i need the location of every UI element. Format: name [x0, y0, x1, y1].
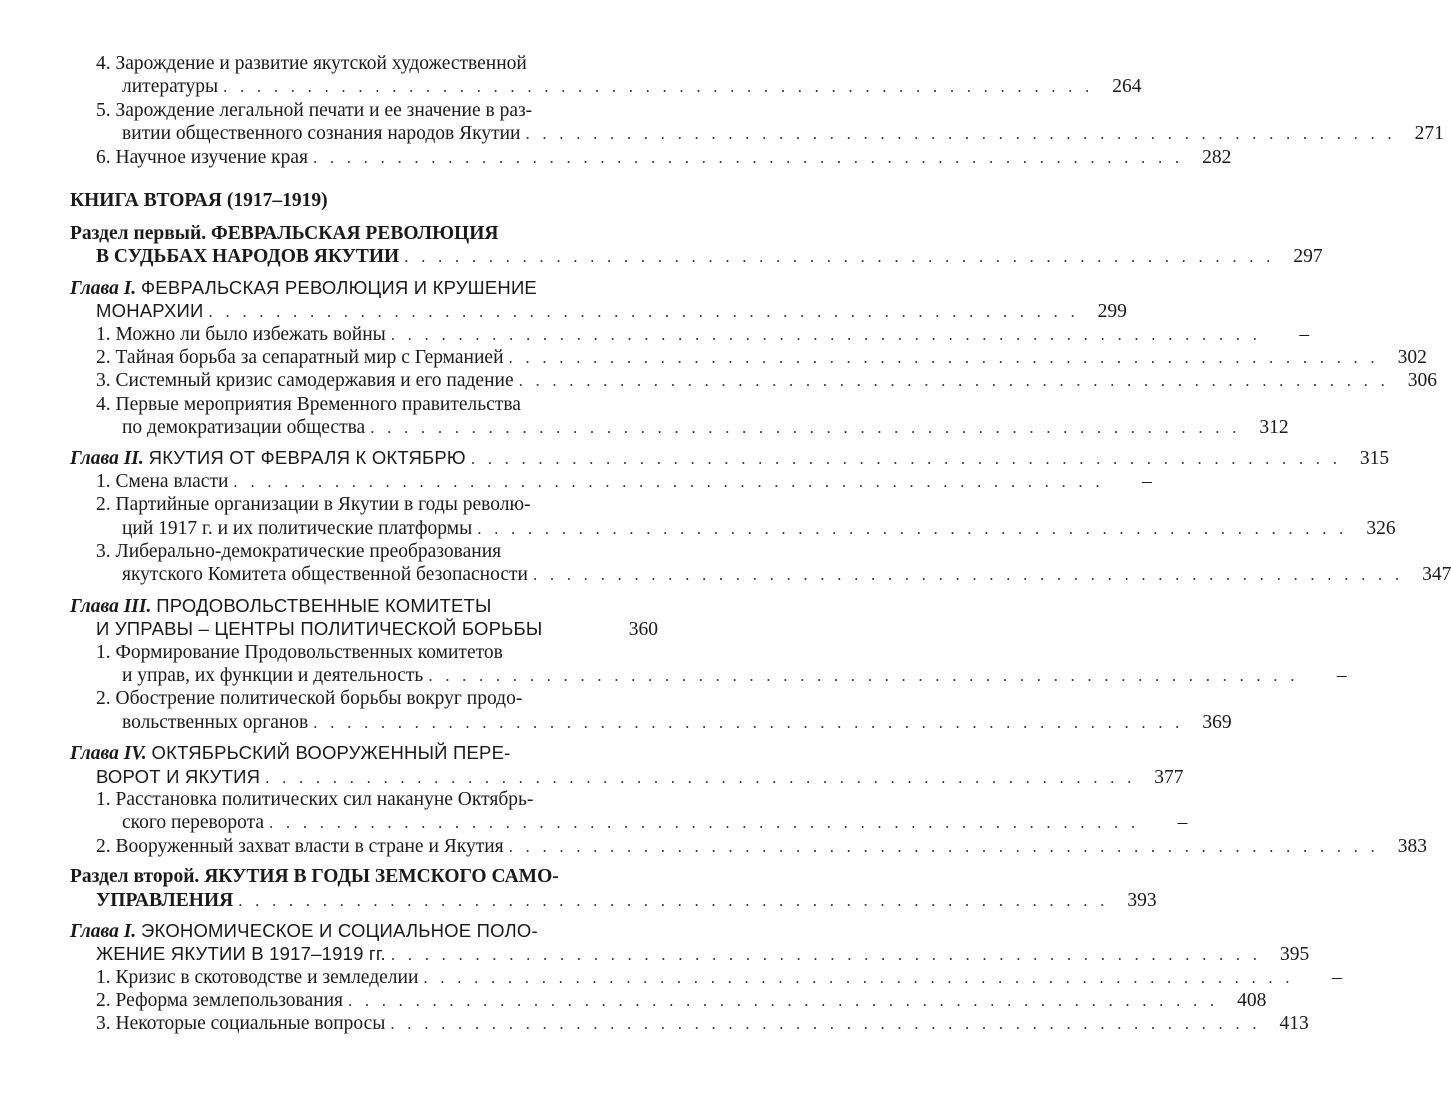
page-number: 282: [1202, 146, 1232, 168]
section-heading[interactable]: [70, 222, 658, 245]
chapter-title: ФЕВРАЛЬСКАЯ РЕВОЛЮЦИЯ И КРУШЕНИЕ: [141, 276, 537, 298]
page-number: 413: [1279, 1013, 1309, 1035]
dot-leader: . . . . . . . . . . . . . . . . . . . . . . . . . . . . . . . . . . . . . . . . . . . . . . . . . . . .: [238, 890, 1109, 910]
toc-entry-line[interactable]: [96, 540, 658, 563]
toc-entry-line[interactable]: [96, 75, 1142, 98]
page-number: 264: [1112, 76, 1142, 98]
chapter-heading[interactable]: [70, 919, 658, 942]
page-number: 393: [1127, 889, 1157, 911]
toc-entry-line[interactable]: [96, 99, 658, 122]
toc-entry-line[interactable]: [96, 711, 1232, 734]
entry-text: 2. Вооруженный захват власти в стране и Якутия: [96, 835, 504, 857]
entry-text: 4. Зарождение и развитие якутской художественной: [96, 53, 527, 74]
toc-entry-line[interactable]: [96, 52, 658, 75]
page-number: 299: [1097, 301, 1127, 323]
chapter-title: ЭКОНОМИЧЕСКОЕ И СОЦИАЛЬНОЕ ПОЛО-: [141, 919, 538, 941]
dot-leader: . . . . . . . . . . . . . . . . . . . . . . . . . . . . . . . . . . . . . . . . . . . . . . . . . . . .: [269, 813, 1140, 833]
dot-leader: . . . . . . . . . . . . . . . . . . . . . . . . . . . . . . . . . . . . . . . . . . . . . . . . . . . .: [208, 302, 1079, 322]
toc-entry-line[interactable]: [96, 687, 658, 710]
page-number: 408: [1237, 990, 1267, 1012]
entry-text: 2. Партийные организации в Якутии в годы револю-: [96, 494, 531, 516]
entry-text: якутского Комитета общественной безопасности: [122, 564, 528, 586]
dot-leader: . . . . . . . . . . . . . . . . . . . . . . . . . . . . . . . . . . . . . . . . . . . . . . . . . . . .: [508, 347, 1379, 367]
chapter-title: МОНАРХИИ: [96, 300, 204, 322]
toc-entry-line[interactable]: [96, 664, 1347, 687]
page-number: 360: [628, 619, 658, 641]
chapter-heading[interactable]: [70, 446, 1390, 470]
page-number: 315: [1359, 448, 1390, 470]
page-number: 312: [1259, 417, 1289, 439]
toc-entry-line[interactable]: [96, 493, 658, 516]
toc-entry-line[interactable]: [96, 122, 1444, 145]
page-number: 271: [1414, 123, 1444, 145]
dot-leader: . . . . . . . . . . . . . . . . . . . . . . . . . . . . . . . . . . . . . . . . . . . . . . . . . . . .: [390, 1014, 1261, 1034]
section-heading[interactable]: [70, 865, 658, 888]
dot-leader: . . . . . . . . . . . . . . . . . . . . . . . . . . . . . . . . . . . . . . . . . . . . . . . . . . . .: [312, 147, 1184, 167]
chapter-title: ПРОДОВОЛЬСТВЕННЫЕ КОМИТЕТЫ: [156, 594, 492, 616]
page-number: 306: [1407, 370, 1437, 392]
dot-leader: . . . . . . . . . . . . . . . . . . . . . . . . . . . . . . . . . . . . . . . . . . . . . . . . . . . .: [233, 471, 1104, 491]
dot-leader: . . . . . . . . . . . . . . . . . . . . . . . . . . . . . . . . . . . . . . . . . . . . . . . . . . . .: [470, 449, 1342, 469]
entry-text: 3. Некоторые социальные вопросы: [96, 1013, 386, 1035]
entry-text: вольственных органов: [122, 711, 309, 733]
dot-leader: . . . . . . . . . . . . . . . . . . . . . . . . . . . . . . . . . . . . . . . . . . . . . . . . . . . .: [508, 836, 1379, 856]
entry-text: литературы: [122, 76, 219, 98]
section-heading-cont[interactable]: [96, 889, 1157, 912]
chapter-heading-cont[interactable]: [96, 617, 658, 640]
toc-entry-line[interactable]: [96, 517, 1396, 540]
entry-text: 1. Кризис в скотоводстве и земледелии: [96, 966, 419, 988]
dot-leader: . . . . . . . . . . . . . . . . . . . . . . . . . . . . . . . . . . . . . . . . . . . . . . . . . . . .: [265, 767, 1136, 787]
entry-text: по демократизации общества: [122, 417, 366, 439]
entry-text: 2. Тайная борьба за сепаратный мир с Германией: [96, 346, 504, 368]
entry-text: витии общественного сознания народов Якутии: [122, 123, 521, 145]
toc-entry-line[interactable]: [96, 1012, 1309, 1035]
entry-text: 3. Системный кризис самодержавия и его падение: [96, 370, 514, 392]
section-title: В СУДЬБАХ НАРОДОВ ЯКУТИИ: [96, 246, 400, 268]
separator: [96, 439, 658, 446]
section-label: Раздел второй.: [70, 866, 200, 888]
section-title: ФЕВРАЛЬСКАЯ РЕВОЛЮЦИЯ: [210, 222, 499, 244]
dot-leader: . . . . . . . . . . . . . . . . . . . . . . . . . . . . . . . . . . . . . . . . . . . . . . . . . . . .: [404, 247, 1275, 267]
dot-leader: . . . . . . . . . . . . . . . . . . . . . . . . . . . . . . . . . . . . . . . . . . . . . . . . . . . .: [428, 665, 1299, 685]
toc-entry-line[interactable]: [96, 811, 1188, 834]
dot-leader: . . . . . . . . . . . . . . . . . . . . . . . . . . . . . . . . . . . . . . . . . . . . . . . . . . . .: [370, 418, 1241, 438]
page-number: 326: [1366, 517, 1396, 539]
dot-leader: . . . . . . . . . . . . . . . . . . . . . . . . . . . . . . . . . . . . . . . . . . . . . . . . . . . .: [223, 77, 1094, 97]
page-number: –: [1142, 470, 1152, 492]
page-number: 377: [1154, 766, 1184, 788]
chapter-title: ОКТЯБРЬСКИЙ ВООРУЖЕННЫЙ ПЕРЕ-: [151, 742, 511, 764]
entry-text: ций 1917 г. и их политические платформы: [122, 517, 473, 539]
toc-entry-line[interactable]: [96, 989, 1267, 1012]
dot-leader: . . . . . . . . . . . . . . . . . . . . . . . . . . . . . . . . . . . . . . . . . . . . . . . . . . . .: [390, 945, 1262, 965]
toc-entry-line[interactable]: [96, 416, 1289, 439]
section-heading-cont[interactable]: [96, 245, 1323, 268]
spacer: [96, 213, 658, 222]
entry-text: 1. Формирование Продовольственных комитетов: [96, 641, 503, 663]
entry-text: 1. Расстановка политических сил накануне Октябрь-: [96, 788, 534, 810]
entry-text: 2. Реформа землепользования: [96, 990, 343, 1012]
dot-leader: . . . . . . . . . . . . . . . . . . . . . . . . . . . . . . . . . . . . . . . . . . . . . . . . . . . .: [423, 967, 1294, 987]
toc-entry-line[interactable]: [96, 966, 1342, 989]
separator: [96, 587, 658, 594]
separator: [96, 1036, 658, 1043]
page-number: 347: [1422, 564, 1451, 586]
toc-entry-line[interactable]: [96, 788, 658, 811]
page-number: –: [1177, 812, 1188, 834]
section-label: Раздел первый.: [70, 222, 207, 244]
chapter-label: Глава I.: [70, 920, 137, 942]
page-number: –: [1336, 664, 1347, 686]
entry-text: 5. Зарождение легальной печати и ее значение в раз-: [96, 99, 533, 121]
entry-text: 2. Обострение политической борьбы вокруг продо-: [96, 688, 523, 710]
separator: [96, 912, 658, 919]
chapter-title: ЯКУТИЯ ОТ ФЕВРАЛЯ К ОКТЯБРЮ: [148, 447, 466, 469]
page-number: 395: [1280, 944, 1310, 966]
page-number: 302: [1397, 346, 1427, 368]
dot-leader: . . . . . . . . . . . . . . . . . . . . . . . . . . . . . . . . . . . . . . . . . . . . . . . . . . . .: [347, 991, 1219, 1011]
chapter-heading-cont[interactable]: [96, 765, 1184, 788]
chapter-heading-cont[interactable]: [96, 299, 1127, 323]
table-of-contents: [70, 52, 1451, 1043]
chapter-label: Глава II.: [70, 448, 144, 470]
toc-entry-line[interactable]: [96, 641, 658, 664]
toc-entry-line[interactable]: [96, 146, 1232, 169]
toc-entry-line[interactable]: [96, 470, 1152, 493]
separator: [96, 734, 658, 741]
chapter-title: ЖЕНИЕ ЯКУТИИ В 1917–1919 гг.: [96, 943, 386, 965]
page-number: 383: [1397, 835, 1427, 857]
toc-entry-line[interactable]: [96, 323, 1310, 346]
separator: [96, 858, 658, 865]
entry-text: ского переворота: [122, 812, 265, 834]
dot-leader: . . . . . . . . . . . . . . . . . . . . . . . . . . . . . . . . . . . . . . . . . . . . . . . . . . . .: [390, 324, 1262, 344]
dot-leader: . . . . . . . . . . . . . . . . . . . . . . . . . . . . . . . . . . . . . . . . . . . . . . . . . . . .: [477, 518, 1348, 538]
section-title: ЯКУТИЯ В ГОДЫ ЗЕМСКОГО САМО-: [204, 866, 559, 888]
chapter-title: ВОРОТ И ЯКУТИЯ: [96, 765, 261, 787]
chapter-label: Глава IV.: [70, 743, 147, 765]
toc-entry-line[interactable]: [96, 369, 1437, 392]
entry-text: и управ, их функции и деятельность: [122, 664, 424, 686]
dot-leader: . . . . . . . . . . . . . . . . . . . . . . . . . . . . . . . . . . . . . . . . . . . . . . . . . . . .: [532, 565, 1404, 585]
dot-leader: . . . . . . . . . . . . . . . . . . . . . . . . . . . . . . . . . . . . . . . . . . . . . . . . . . . .: [313, 712, 1184, 732]
chapter-heading[interactable]: [70, 741, 658, 764]
separator: [96, 269, 658, 276]
toc-entry-line[interactable]: [96, 346, 1427, 369]
entry-text: 1. Смена власти: [96, 470, 229, 492]
toc-entry-line[interactable]: [96, 393, 658, 416]
chapter-heading[interactable]: [70, 594, 658, 617]
toc-entry-line[interactable]: [96, 835, 1427, 858]
chapter-label: Глава III.: [70, 595, 152, 617]
toc-entry-line[interactable]: [96, 563, 1451, 586]
entry-text: 3. Либерально-демократические преобразования: [96, 541, 502, 563]
page-number: 369: [1202, 711, 1232, 733]
chapter-label: Глава I.: [70, 277, 137, 299]
chapter-heading[interactable]: [70, 276, 658, 299]
entry-text: 6. Научное изучение края: [96, 146, 308, 168]
chapter-title: И УПРАВЫ – ЦЕНТРЫ ПОЛИТИЧЕСКОЙ БОРЬБЫ: [96, 618, 543, 640]
page-number: 297: [1293, 246, 1323, 268]
section-title: УПРАВЛЕНИЯ: [96, 889, 234, 911]
dot-leader: . . . . . . . . . . . . . . . . . . . . . . . . . . . . . . . . . . . . . . . . . . . . . . . . . . . .: [518, 371, 1389, 391]
book-title: КНИГА ВТОРАЯ (1917–1919): [70, 189, 328, 211]
page-number: –: [1299, 323, 1310, 345]
chapter-heading-cont[interactable]: [96, 942, 1310, 966]
entry-text: 1. Можно ли было избежать войны: [96, 323, 386, 345]
dot-leader: . . . . . . . . . . . . . . . . . . . . . . . . . . . . . . . . . . . . . . . . . . . . . . . . . . . .: [525, 124, 1396, 144]
page-number: –: [1332, 966, 1342, 988]
entry-text: 4. Первые мероприятия Временного правительства: [96, 393, 521, 415]
